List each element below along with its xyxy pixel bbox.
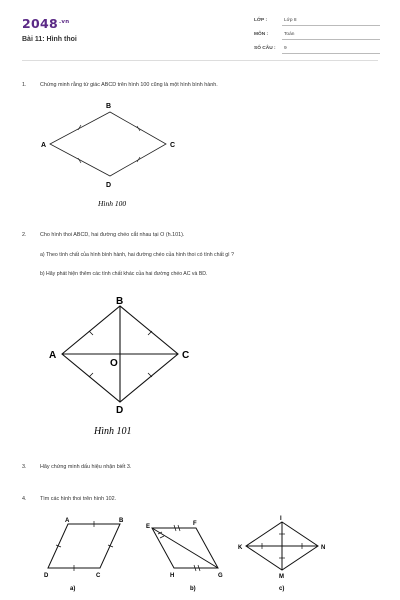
fig102c-caption: c) [279,586,285,592]
fig101-label-b: B [116,296,124,307]
question-2-part-b: b) Hãy phát hiện thêm các tính chất khác của hai đường chéo AC và BD. [40,271,208,277]
brand-logo[interactable]: $2048^{.vn}$ [22,16,70,31]
fig102c-label-i: I [280,516,282,522]
header-divider [22,60,378,61]
fig100-label-a: A [41,142,47,149]
fig102c-label-n: N [321,545,326,551]
fig102b-label-g: G [218,573,223,579]
fig100-label-c: C [170,142,176,149]
figure-102b [146,521,223,592]
fig102a-caption: a) [70,586,76,592]
figure-102c [238,516,325,592]
fig101-label-a: A [49,350,57,361]
fig102b-caption: b) [190,586,196,592]
figure-102a [44,518,124,592]
fig102a-label-b: B [119,518,124,524]
fig102b-label-h: H [170,573,175,579]
figure-100 [0,96,400,216]
fig102b-label-e: E [146,524,151,530]
fig102b-label-f: F [193,521,197,527]
fig100-caption: Hình 100 [98,199,127,208]
fig101-caption: Hình 101 [94,426,132,437]
figure-102 [0,512,400,600]
fig101-label-o: O [110,358,118,369]
figure-101 [0,294,400,440]
worksheet-page: $2048^{.vn}$ Bài 11: Hình thoi LỚP : Lớp 8 MÔN : Toán SỐ CÂU : 9 1. Chứng minh rằng tứ giác ABCD trên hình 100 cũng là một hình bình hành. A B C D Hình 100 2. Cho hình thoi ABCD, hai đường chéo cắt nhau tại O (h.101). a) Theo tính chất của hình bình hành, hai đường chéo của hình thoi có tính chất gì ? b) Hãy phát hiện thêm các tính chất khác của hai đường chéo AC và BD. A B C D O Hình 101 3. Hãy chứng minh dấu hiệu nhận biết 3. 4. Tìm các hình thoi trên hình 102. A B C D a) E F G H b) I K M N c) [0,0,400,600]
fig102c-label-k: K [238,545,243,551]
fig102a-label-c: C [96,573,101,579]
fig100-label-b: B [106,103,112,110]
fig102a-label-a: A [65,518,70,524]
fig102a-label-d: D [44,573,49,579]
fig102c-label-m: M [279,574,284,580]
question-2-part-a: a) Theo tính chất của hình bình hành, hai đường chéo của hình thoi có tính chất gì ? [40,252,234,258]
fig101-label-c: C [182,350,190,361]
lesson-title: Bài 11: Hình thoi [22,36,77,43]
fig100-label-d: D [106,182,112,189]
fig101-label-d: D [116,405,124,416]
